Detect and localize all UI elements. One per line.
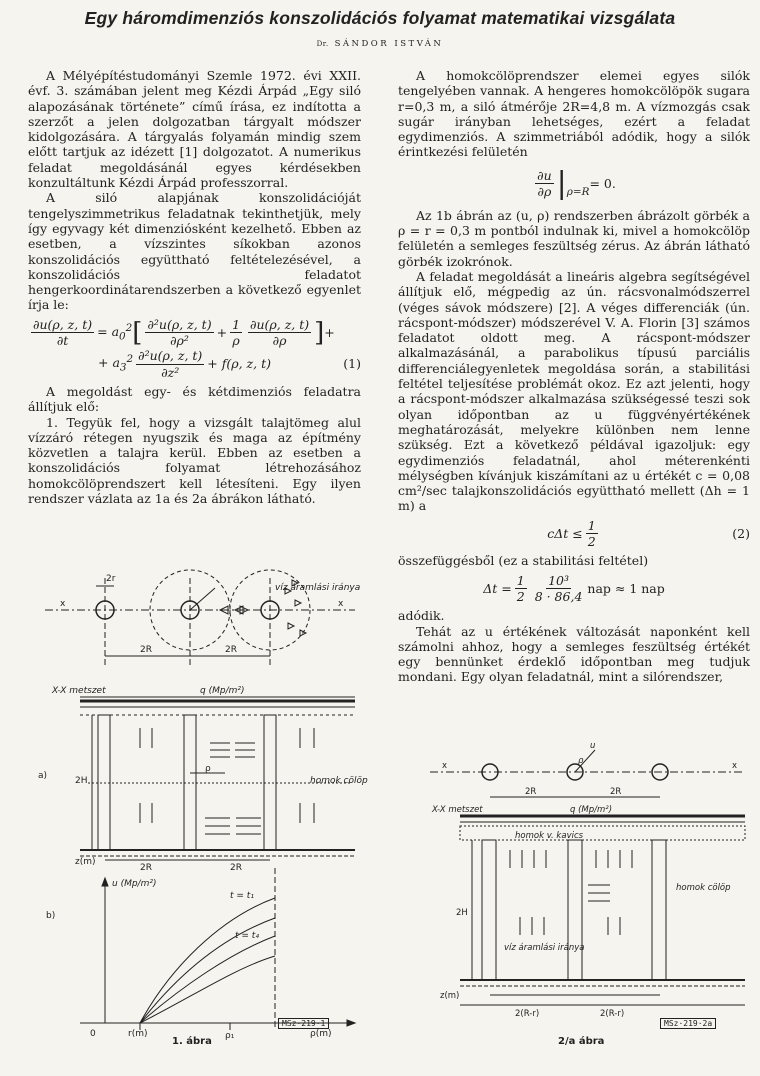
equation-2: cΔt ≤ $\frac{1}{2}$ (2): [547, 517, 750, 550]
fig2-u: u: [590, 741, 596, 751]
left-paragraph-1: A Mélyépítéstudományi Szemle 1972. évi XXII. évf. 3. számában jelent meg Kézdi Árpád „Egy siló alapozásának története” című írása, ez indította a szerzőt a jelen dolgozatban tárgyalt módszer kidolgozására. A tárgyalás folyamán mindig szem előtt tartjuk az idézett [1] dolgozatot. A numerikus feladat megoldásánál egyes kérdésekben konzultáltunk Kézdi Árpád professzorral.: [28, 68, 361, 191]
fig1-rho1: ρ₁: [225, 1031, 235, 1041]
fig1-b: b): [46, 911, 56, 921]
figure-1-caption: 1. ábra: [172, 1036, 212, 1047]
figure-2a-stamp: MSz·219·2a: [660, 1018, 716, 1029]
fig1-sand-pile: homok cölöp: [310, 776, 368, 786]
fig2-2R-right: 2R: [610, 787, 622, 797]
figure-1: [20, 568, 370, 1046]
fig2-dim2: 2(R-r): [600, 1009, 625, 1019]
author-prefix: Dr.: [316, 40, 329, 48]
figure-2a-caption: 2/a ábra: [558, 1036, 605, 1047]
fig2-x-left: x: [442, 761, 448, 771]
fig2-z: z(m): [440, 991, 460, 1001]
fig1-flow: víz áramlási iránya: [275, 583, 361, 593]
fig1-origin: 0: [90, 1029, 96, 1039]
left-paragraph-4: 1. Tegyük fel, hogy a vizsgált talajtömeg alul vízzáró rétegen nyugszik és maga az építmény közvetlen a talajra kerül. Ebben az esetben a konszolidációs folyamat létrehozásához homokcölöprendszert kell létesíteni. Egy ilyen rendszer vázlata az 1a és 2a ábrákon látható.: [28, 414, 361, 507]
fig2-2H: 2H: [456, 908, 468, 918]
fig1-x-right: x: [338, 599, 344, 609]
fig1-section: X-X metszet: [52, 686, 106, 696]
fig1-2R-bottom: 2R: [140, 863, 152, 873]
boundary-equation: $\frac{\partial u}{\partial\rho}$ | $_{\rho=R}$ = 0.: [537, 166, 616, 202]
equation-1: $\frac{\partial u(\rho, z, t)}{\partial t}$ = $a_0^2$ [ $\frac{\text{∂²u(ρ, z, t)}}{\text{∂ρ²}}$ + $\frac{1}{\rho}$ $\frac{\partial u(\rho, z, t)}{\partial\rho}$ ] + + $a_3^2$ $\frac{\text{∂²u(ρ, z, t)}}{\text{∂z²}}$ + f(ρ, z, t) (1): [33, 316, 361, 380]
fig1-a: a): [38, 771, 48, 781]
fig1-2H: 2H: [75, 776, 88, 786]
author-line: [0, 39, 760, 49]
fig1-rho: ρ: [205, 764, 211, 774]
fig1-load: q (Mp/m²): [200, 686, 245, 696]
right-paragraph-4: összefüggésből (ez a stabilitási feltétel): [398, 553, 649, 569]
fig1-t4: t = t₄: [235, 931, 259, 941]
right-paragraph-1: A homokcölöprendszer elemei egyes silók tengelyében vannak. A hengeres homokcölöpök sugara r=0,3 m, a siló átmérője 2R=4,8 m. A vízmozgás csak sugár irányban lehetséges, ezért a feladat egydimenziós. A szimmetriából adódik, hogy a silók érintkezési felületén: [398, 68, 750, 160]
equation-3: Δt = $\frac{1}{2}$ $\frac{\text{10³}}{8 \cdot 86,4}$ nap ≈ 1 nap: [483, 572, 665, 604]
fig1-x-left: x: [60, 599, 66, 609]
fig1-2R-left: 2R: [140, 645, 152, 655]
left-column: [28, 68, 361, 506]
fig1-r-m: r(m): [128, 1029, 148, 1039]
fig1-rho-m: ρ(m): [310, 1029, 332, 1039]
fig1-z: z(m): [75, 857, 96, 867]
fig2-load: q (Mp/m²): [570, 805, 613, 815]
equation-1-number: (1): [343, 356, 361, 372]
equation-3-result: nap ≈ 1 nap: [587, 580, 665, 596]
fig2-2R-left: 2R: [525, 787, 537, 797]
figure-2a: [420, 730, 750, 1030]
boundary-equation-rhs: = 0.: [589, 176, 616, 192]
right-paragraph-6: Tehát az u értékének változását naponként kell számolni ahhoz, hogy a semleges feszültség értékét egy bennünket érdeklő időpontban meg tudjuk mondani. Egy olyan feladatnál, mint a silórendszer,: [398, 623, 750, 685]
figure-1-stamp: MSz·219·1: [278, 1018, 329, 1029]
fig2-dim1: 2(R-r): [515, 1009, 540, 1019]
right-column: [398, 68, 750, 685]
fig1-2R-bottom-2: 2R: [230, 863, 242, 873]
right-paragraph-3: A feladat megoldását a lineáris algebra segítségével állítjuk elő, mégpedig az ún. rácsvonalmódszerrel (véges sávok módszere) [2]. A véges differenciák (ún. rácspont-módszer) módszerével V. A. Florin [3] számos feladatot oldott meg. A rácspont-módszer alkalmazásánál, a parabolikus típusú parciális differenciálegyenletek megoldása során, a stabilitási feltétel teljesítése problémát okoz. Ez azt jelenti, hogy a rácspont-módszer alkalmazása szükségessé teszi sok olyan időpontban az u függvényértékének meghatározását, melyekre különben nem lenne szükség. Ezt a következő példával igazoljuk: egy egydimenziós feladatnál, ahol méterenkénti mélységben kívánjuk kiszámítani az u értékét c = 0,08 cm²/sec talajkonszolidációs együttható mellett (Δh = 1 m) a: [398, 268, 750, 514]
left-paragraph-2: A siló alapjának konszolidációját tengelyszimmetrikus feladatnak tekinthetjük, mely így egyvagy két dimenziósként kezelhető. Ebben az esetben, a vízszintes síkokban azonos konszolidációs együttható feltételezésével, a konszolidációs feladatot hengerkoordinátarendszerben a következő egyenlet írja le:: [28, 190, 361, 313]
fig1-2R-right: 2R: [225, 645, 237, 655]
fig2-rho: ρ: [578, 756, 584, 766]
fig2-section: X-X metszet: [432, 805, 483, 815]
article-title: Egy háromdimenziós konszolidációs folyamat matematikai vizsgálata: [84, 8, 676, 28]
fig1-u-axis: u (Mp/m²): [112, 879, 157, 889]
fig2-x-right: x: [732, 761, 738, 771]
equation-2-number: (2): [732, 525, 750, 541]
author-name: SÁNDOR ISTVÁN: [334, 39, 444, 49]
fig1-2r: 2r: [106, 574, 116, 584]
right-paragraph-2: Az 1b ábrán az (u, ρ) rendszerben ábrázolt görbék a ρ = r = 0,3 m pontból indulnak ki, mivel a homokcölöp felületén a semleges feszültség zérus. Az ábrán látható görbék izokrónok.: [398, 207, 750, 269]
fig2-flow: víz áramlási iránya: [504, 943, 585, 953]
fig2-gravel: homok v. kavics: [515, 831, 584, 841]
left-paragraph-3: A megoldást egy- és kétdimenziós feladatra állítjuk elő:: [28, 383, 361, 415]
fig2-sand-pile: homok cölöp: [676, 883, 731, 893]
right-paragraph-5: adódik.: [398, 608, 445, 624]
fig1-t1: t = t₁: [230, 891, 254, 901]
